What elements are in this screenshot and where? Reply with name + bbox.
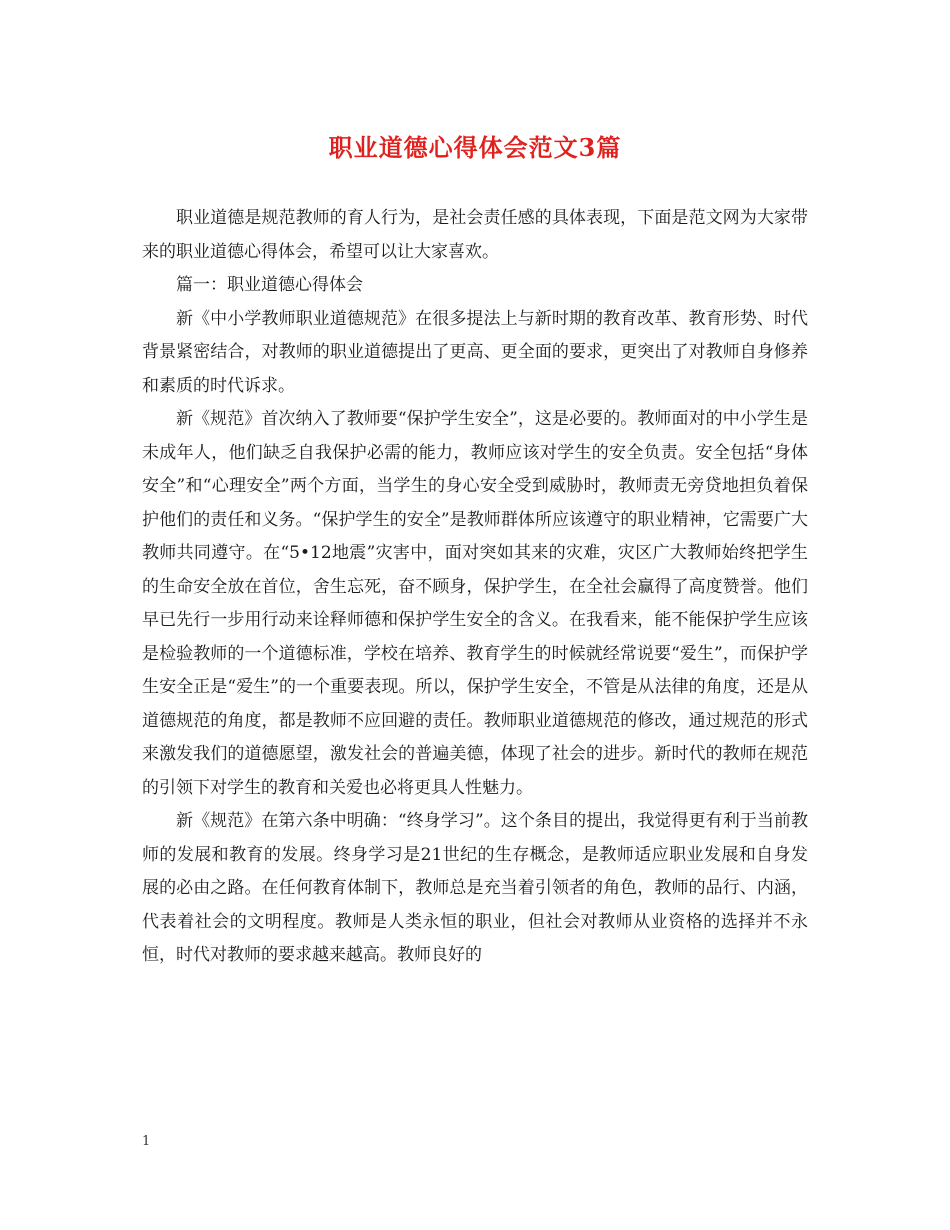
page-number: 1 (142, 1134, 151, 1149)
document-body (142, 202, 808, 973)
paragraph-student-safety: 新《规范》首次纳入了教师要“保护学生安全”，这是必要的。教师面对的中小学生是未成年人，他们缺乏自我保护必需的能力，教师应该对学生的安全负责。安全包括“身体安全”和“心理安全”两个方面，当学生的身心安全受到威胁时，教师责无旁贷地担负着保护他们的责任和义务。“保护学生的安全”是教师群体所应该遵守的职业精神，它需要广大教师共同遵守。在“5•12地震”灾害中，面对突如其来的灾难，灾区广大教师始终把学生的生命安全放在首位，舍生忘死，奋不顾身，保护学生，在全社会赢得了高度赞誉。他们早已先行一步用行动来诠释师德和保护学生安全的含义。在我看来，能不能保护学生应该是检验教师的一个道德标准，学校在培养、教育学生的时候就经常说要“爱生”，而保护学生安全正是“爱生”的一个重要表现。所以，保护学生安全，不管是从法律的角度，还是从道德规范的角度，都是教师不应回避的责任。教师职业道德规范的修改，通过规范的形式来激发我们的道德愿望，激发社会的普遍美德，体现了社会的进步。新时代的教师在规范的引领下对学生的教育和关爱也必将更具人性魅力。 (142, 409, 808, 798)
paragraph-norms-overview: 新《中小学教师职业道德规范》在很多提法上与新时期的教育改革、教育形势、时代背景紧密结合，对教师的职业道德提出了更高、更全面的要求，更突出了对教师自身修养和素质的时代诉求。 (142, 308, 808, 396)
paragraph-lifelong-learning: 新《规范》在第六条中明确：“终身学习”。这个条目的提出，我觉得更有利于当前教师的发展和教育的发展。终身学习是21世纪的生存概念，是教师适应职业发展和自身发展的必由之路。在任何教育体制下，教师总是充当着引领者的角色，教师的品行、内涵，代表着社会的文明程度。教师是人类永恒的职业，但社会对教师从业资格的选择并不永恒，时代对教师的要求越来越高。教师良好的 (142, 811, 808, 965)
document-title: 职业道德心得体会范文3篇 (328, 133, 622, 162)
paragraph-intro: 职业道德是规范教师的育人行为，是社会责任感的具体表现，下面是范文网为大家带来的职业道德心得体会，希望可以让大家喜欢。 (142, 208, 808, 262)
section-heading-part-one: 篇一：职业道德心得体会 (176, 275, 363, 295)
